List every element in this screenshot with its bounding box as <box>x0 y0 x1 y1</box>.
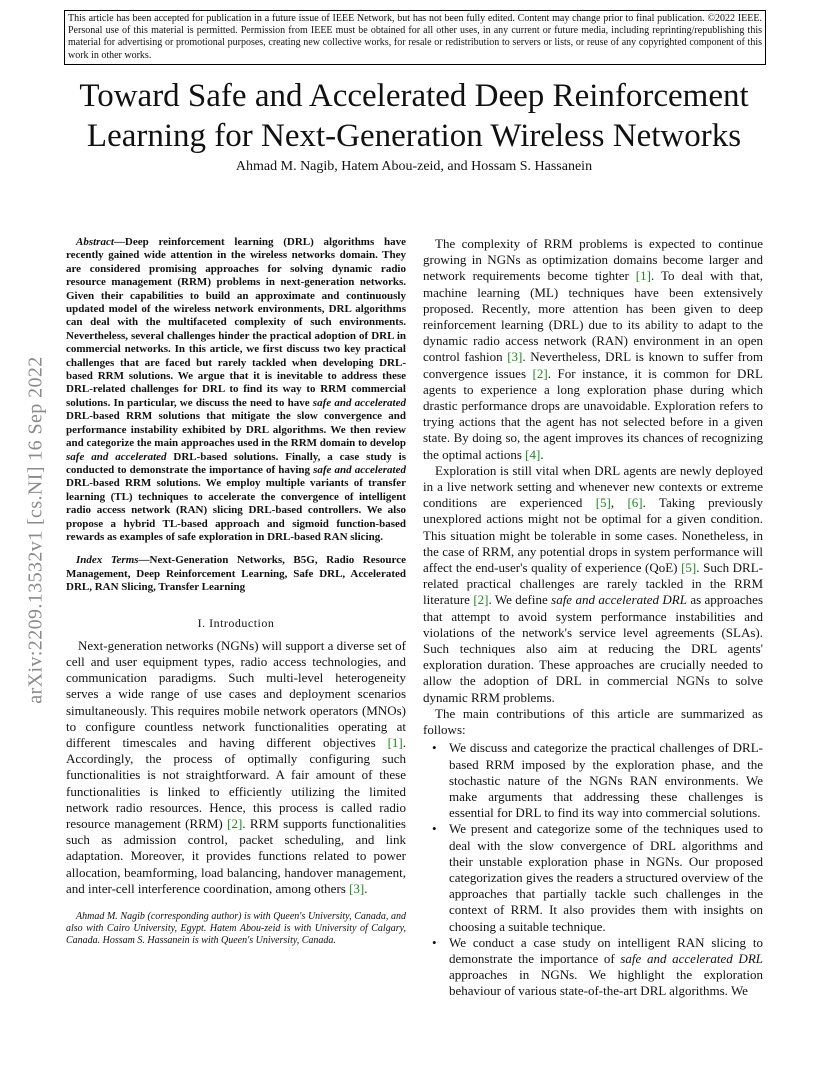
para1-text-4: . For instance, it is common for DRL agents to experience a long exploration phase during which drastic performance drops are unavoidable. Exploration refers to trying actions that the agent has not selected before in a given state. By doing so, the agent improves its chances of recognizing the optimal actions <box>423 365 763 462</box>
abstract <box>66 236 406 544</box>
list-item-text: We discuss and categorize the practical challenges of DRL-based RRM imposed by the exploration phase, and the stochastic nature of the NGNs RAN environments. We make arguments that addressing these challenges is essential for DRL to find its way into commercial solutions. <box>449 740 763 821</box>
abstract-text-2: DRL-based RRM solutions that mitigate the slow convergence and performance instability exhibited by DRL algorithms. We then review and categorize the main approaches used in the RRM domain to develop <box>66 410 406 450</box>
right-column <box>423 236 763 1000</box>
arxiv-sidebar <box>18 300 54 760</box>
para2-text-2: . Taking previously unexplored actions might not be optimal for a given condition. This situation might be tolerable in some cases. Nonetheless, in the case of RRM, any potential drops in system performance will affect the end-user's quality of experience (QoE) <box>423 495 764 576</box>
contributions-list <box>423 740 763 999</box>
para1-text-5: . <box>540 446 544 462</box>
list-item-text-1: We conduct a case study on intelligent RAN slicing to demonstrate the importance of <box>449 934 763 966</box>
abstract-text-4: DRL-based RRM solutions. We employ multiple variants of transfer learning (TL) techniques to accelerate the convergence of intelligent radio access network (RAN) slicing DRL-based controllers. We also propose a hybrid TL-based approach and sigmoid function-based rewards as examples of safe exploration in DRL-based RAN slicing. <box>66 477 406 543</box>
body-paragraph-3: The main contributions of this article are summarized as follows: <box>423 705 763 738</box>
abstract-text-1: —Deep reinforcement learning (DRL) algorithms have recently gained wide attention in the wireless networks domain. They are considered promising approaches for solving dynamic radio resource management (RRM) problems in next-generation networks. Given their capabilities to build an approximate and continuously updated model of the wireless network environments, DRL algorithms can deal with the multifaceted complexity of such environments. Nevertheless, several challenges hinder the practical adoption of DRL in commercial networks. In this article, we first discuss two key practical challenges that are faced but rarely tackled when developing DRL-based RRM solutions. We argue that it is inevitable to address these DRL-related challenges for DRL to find its way to RRM commercial solutions. In particular, we discuss the need to have <box>66 236 406 409</box>
para1-text-3: . Nevertheless, DRL is known to suffer from convergence issues <box>423 349 763 381</box>
intro-text-2: . Accordingly, the process of optimally configuring such functionalities is not straightforward. A fair amount of these functionalities is linked to efficiently utilizing the limited network radio resources. Hence, this process is called radio resource management (RRM) <box>66 734 406 831</box>
bullet-icon: • <box>432 821 437 837</box>
list-item <box>423 740 763 821</box>
para1-text-1: The complexity of RRM problems is expected to continue growing in NGNs as optimization domains become larger and network requirements become tighter <box>423 236 763 284</box>
list-item-emphasis: safe and accelerated DRL <box>620 950 763 966</box>
paper-title: Toward Safe and Accelerated Deep Reinforcement Learning for Next-Generation Wireless Networks <box>79 78 749 154</box>
arxiv-identifier: arXiv:2209.13532v1 [cs.NI] 16 Sep 2022 <box>24 356 47 704</box>
index-terms-label: Index Terms <box>76 554 139 567</box>
citation-link[interactable]: [2] <box>473 592 489 608</box>
abstract-label: Abstract <box>76 236 114 248</box>
left-column <box>66 236 406 947</box>
para2-text-3: . Such DRL-related practical challenges are rarely tackled in the RRM literature <box>423 560 763 608</box>
list-item <box>423 935 763 1000</box>
para2-text-1: Exploration is still vital when DRL agents are newly deployed in a live network setting and whenever new contexts or extreme conditions are experienced <box>423 462 763 511</box>
bullet-icon: • <box>432 740 437 756</box>
intro-paragraph <box>66 638 406 897</box>
citation-link[interactable]: [3] <box>507 349 523 365</box>
section-heading-introduction: I. Introduction <box>197 615 275 630</box>
body-paragraph-2 <box>423 463 763 706</box>
para1-text-2: . To deal with that, machine learning (ML) techniques have been extensively proposed. Recently, more attention has been given to deep reinforcement learning (DRL) due to its ability to adapt to the dynamic radio access network (RAN) environment in an open control fashion <box>423 268 763 365</box>
intro-text-4: . <box>364 880 368 896</box>
citation-link[interactable]: [1] <box>635 268 651 284</box>
citation-link[interactable]: [5] <box>595 495 611 511</box>
citation-separator: , <box>610 495 628 511</box>
bullet-icon: • <box>432 934 437 950</box>
citation-link[interactable]: [4] <box>525 446 541 462</box>
index-terms <box>66 554 406 594</box>
para2-text-5: as approaches that attempt to avoid system performance instabilities and violations of the network's service level agreements (SLAs). Such techniques also aim at reducing the DRL agents' exploration duration. These approaches are crucially needed to allow the adoption of DRL in commercial NGNs to solve dynamic RRM problems. <box>423 592 764 705</box>
intro-text-3: . RRM supports functionalities such as admission control, packet scheduling, and link adaptation. Moreover, it provides functions related to power allocation, beamforming, load balancing, handover management, and inter-cell interference coordination, among others <box>66 816 406 896</box>
paper-authors: Ahmad M. Nagib, Hatem Abou-zeid, and Hossam S. Hassanein <box>235 159 593 174</box>
citation-link[interactable]: [2] <box>227 816 243 831</box>
list-item-text: We present and categorize some of the techniques used to deal with the slow convergence of DRL algorithms and their unstable exploration phase in NGNs. Our proposed categorization gives the readers a structured overview of the approaches that partially tackle such challenges in the context of RRM. It also provides them with insights on choosing a suitable technique. <box>449 821 763 934</box>
citation-link[interactable]: [5] <box>681 560 697 576</box>
citation-link[interactable]: [1] <box>387 734 403 750</box>
intro-text-1: Next-generation networks (NGNs) will support a diverse set of cell and user equipment types, radio access technologies, and communication paradigms. Such multi-level heterogeneity serves a wide range of use cases and deployment scenarios simultaneously. This requires mobile network operators (MNOs) to configure countless network functionalities operating at different timescales and having different objectives <box>66 637 406 750</box>
para2-text-4: . We define <box>488 592 552 608</box>
body-paragraph-1 <box>423 236 763 463</box>
copyright-notice: This article has been accepted for publication in a future issue of IEEE Network, but has not been fully edited. Content may change prior to final publication. ©2022 IEEE. Personal use of this material is permitted. Permission from IEEE must be obtained for all other uses, in any current or future media, including reprinting/republishing this material for advertising or promotional purposes, creating new collective works, for resale or redistribution to servers or lists, or reuse of any copyrighted component of this work in other works. <box>64 10 766 65</box>
abstract-emphasis-2: safe and accelerated <box>66 450 167 463</box>
citation-link[interactable]: [6] <box>627 495 643 511</box>
index-terms-text: —Next-Generation Networks, B5G, Radio Resource Management, Deep Reinforcement Learning, Safe DRL, Accelerated DRL, RAN Slicing, Transfer Learning <box>66 554 406 594</box>
para2-emphasis: safe and accelerated DRL <box>551 592 687 608</box>
author-affiliation-footnote: Ahmad M. Nagib (corresponding author) is with Queen's University, Canada, and also with Cairo University, Egypt. Hatem Abou-zeid is with University of Calgary, Canada. Hossam S. Hassanein is with Queen's University, Canada. <box>66 911 406 947</box>
list-item <box>423 821 763 934</box>
citation-link[interactable]: [2] <box>532 365 548 381</box>
abstract-text-3: DRL-based solutions. Finally, a case study is conducted to demonstrate the importance of having <box>66 450 406 476</box>
list-item-text-2: approaches in NGNs. We highlight the exploration behaviour of various state-of-the-art DRL algorithms. We <box>449 967 763 999</box>
abstract-emphasis-3: safe and accelerated <box>313 463 406 476</box>
abstract-emphasis-1: safe and accelerated <box>312 396 406 409</box>
citation-link[interactable]: [3] <box>349 880 365 896</box>
